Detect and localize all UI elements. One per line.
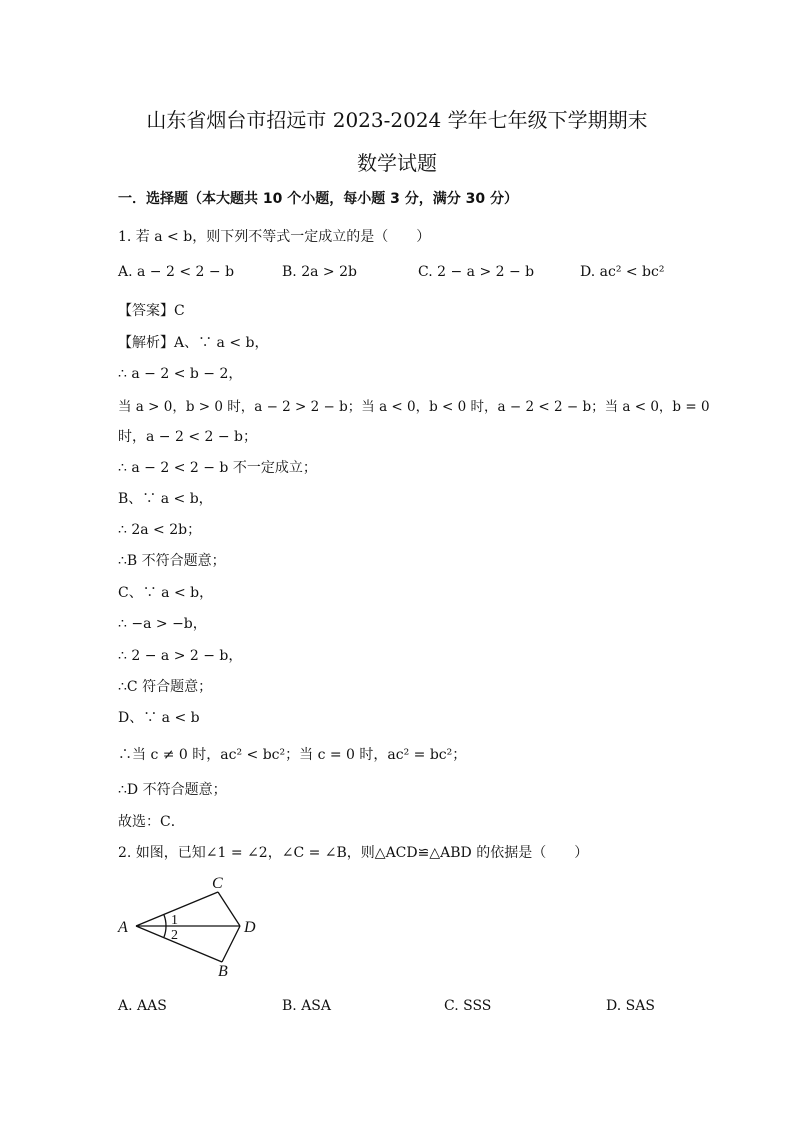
q1-option-b: B. 2a > 2b xyxy=(282,264,357,280)
angle-1-arc xyxy=(164,915,166,926)
q2-option-a: A. AAS xyxy=(118,998,167,1014)
vertex-label-b: B xyxy=(218,963,228,980)
q2-option-b: B. ASA xyxy=(282,998,331,1014)
q2-option-c: C. SSS xyxy=(444,998,492,1014)
vertex-label-c: C xyxy=(212,875,223,892)
analysis-line: B、∵ a < b， xyxy=(118,491,213,507)
angle-2-arc xyxy=(164,926,166,937)
segment-bd xyxy=(222,926,240,962)
question-1-stem: 1. 若 a < b，则下列不等式一定成立的是（ ） xyxy=(118,229,431,245)
analysis-line: 【解析】A、∵ a < b， xyxy=(118,335,269,351)
analysis-line: ∴B 不符合题意； xyxy=(118,553,226,569)
analysis-line: ∴C 符合题意； xyxy=(118,679,213,695)
analysis-line: 故选：C． xyxy=(118,814,185,830)
segment-cd xyxy=(218,892,240,926)
analysis-line: ∴当 c ≠ 0 时，ac² < bc²；当 c = 0 时，ac² = bc²； xyxy=(118,747,467,763)
q1-option-a: A. a − 2 < 2 − b xyxy=(118,264,235,280)
document-title-line1: 山东省烟台市招远市 2023-2024 学年七年级下学期期末 xyxy=(146,108,648,132)
section-heading: 一．选择题（本大题共 10 个小题，每小题 3 分，满分 30 分） xyxy=(118,191,518,207)
analysis-line: ∴ −a > −b， xyxy=(118,616,207,632)
analysis-line: 时，a − 2 < 2 − b； xyxy=(118,429,258,445)
angle-label-2: 2 xyxy=(171,928,178,943)
analysis-line: ∴ a − 2 < 2 − b 不一定成立； xyxy=(118,460,317,476)
analysis-line: C、∵ a < b， xyxy=(118,585,214,601)
analysis-line: ∴ a − 2 < b − 2， xyxy=(118,366,243,382)
analysis-line: ∴ 2 − a > 2 − b， xyxy=(118,648,243,664)
analysis-line: D、∵ a < b xyxy=(118,710,200,726)
q1-option-c: C. 2 − a > 2 − b xyxy=(418,264,535,280)
analysis-line: ∴D 不符合题意； xyxy=(118,782,227,798)
segment-ab xyxy=(136,926,222,962)
vertex-label-d: D xyxy=(244,919,256,936)
q1-option-d: D. ac² < bc² xyxy=(580,264,665,280)
angle-label-1: 1 xyxy=(171,913,178,928)
analysis-line: ∴ 2a < 2b； xyxy=(118,522,202,538)
analysis-line: 当 a > 0，b > 0 时，a − 2 > 2 − b；当 a < 0，b < 0 时，a − 2 < 2 − b；当 a < 0，b = 0 xyxy=(118,399,710,415)
answer-label: 【答案】C xyxy=(118,303,185,319)
question-2-stem: 2. 如图，已知∠1 = ∠2，∠C = ∠B，则△ACD≌△ABD 的依据是（ ） xyxy=(118,845,589,861)
vertex-label-a: A xyxy=(118,919,128,936)
document-title-line2: 数学试题 xyxy=(357,151,437,175)
q2-option-d: D. SAS xyxy=(606,998,655,1014)
triangle-diagram xyxy=(112,872,272,982)
